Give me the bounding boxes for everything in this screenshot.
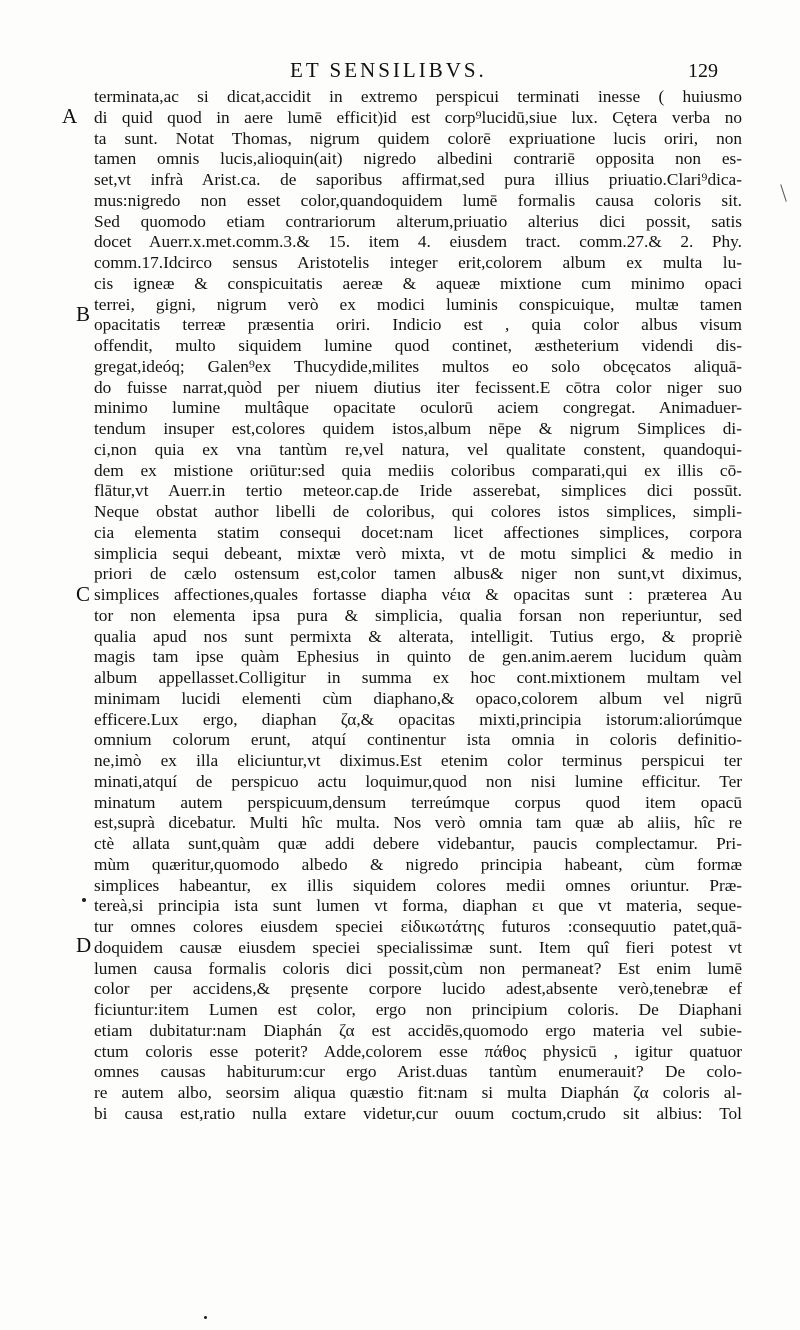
text-line: mus:nigredo non esset color,quandoquidem lumē formalis causa coloris sit. [94, 190, 742, 210]
text-line: tur omnes colores eiusdem speciei εἰδικωτάτης futuros :consequutio patet,quā- [94, 917, 742, 936]
text-line: ta sunt. Notat Thomas, nigrum quidem colorē expriuatione lucis oriri, non [94, 128, 742, 148]
text-line: album appellasset.Colligitur in summa ex hoc cont.mixtionem multam vel [94, 668, 742, 687]
text-line: simplicia sequi debeant, mixtæ verò mixta, vt de motu simplici & medio in [94, 543, 742, 563]
text-line: minatum autem perspicuum,densum terreúmque corpus quod item opacū [94, 792, 742, 812]
text-line: est,suprà dicebatur. Multi hîc multa. Nos verò omnia tam quæ ab aliis, hîc re [94, 813, 742, 833]
text-line: doquidem causæ eiusdem speciei specialissimæ sunt. Item quî fieri potest vt [94, 937, 742, 957]
text-line: efficere.Lux ergo, diaphan ζα,& opacitas mixti,principia istorum:aliorúmque [94, 709, 742, 729]
text-line: qualia apud nos sunt permixta & alterata, intelligit. Tutius ergo, & propriè [94, 626, 742, 646]
text-line: Neque obstat author libelli de coloribus, qui colores istos simplices, simpli- [94, 502, 742, 521]
text-line: ne,imò ex illa eliciuntur,vt diximus.Est etenim color terminus perspicui ter [94, 751, 742, 770]
text-line: minimam lucidi elementi cùm diaphano,& opaco,colorem album vel nigrū [94, 688, 742, 708]
text-line: omnes causas habiturum:cur ergo Arist.duas tantùm enumerauit? De colo- [94, 1062, 742, 1082]
text-line: cis igneæ & conspicuitatis aereæ & aqueæ mixtione cum minimo opaci [94, 273, 742, 293]
body-text [94, 87, 742, 1125]
text-line: ci,non quia ex vna tantùm re,vel natura, vel qualitate constent, quandoqui- [94, 439, 742, 459]
text-line: Sed quomodo etiam contrariorum alterum,priuatio alterius dici possit, satis [94, 211, 742, 231]
paper-mark [780, 184, 787, 201]
text-line: comm.17.Idcirco sensus Aristotelis integer erit,colorem album ex multa lu- [94, 253, 742, 272]
text-line: lumen causa formalis coloris dici possit,cùm non permaneat? Est enim lumē [94, 958, 742, 978]
margin-letter-d: D [76, 933, 92, 957]
ink-speck [82, 898, 86, 902]
text-line: gregat,ideóq; Galen⁹ex Thucydide,milites multos eo solo obcęcatos aliquā- [94, 356, 742, 376]
page-number: 129 [688, 60, 718, 82]
text-line: etiam dubitatur:nam Diaphán ζα est accidēs,quomodo ergo materia vel subie- [94, 1020, 742, 1040]
text-line: ctum coloris esse poterit? Adde,colorem esse πάθος physicū , igitur quatuor [94, 1041, 742, 1061]
text-line: set,vt infrà Arist.ca. de saporibus affirmat,sed pura illius priuatio.Clari⁹dica- [94, 170, 742, 189]
text-line: minimo lumine multâque opacitate oculorū aciem congregat. Animaduer- [94, 398, 742, 418]
text-line: terminata,ac si dicat,accidit in extremo perspicui terminati inesse ( huiusmo [94, 87, 742, 106]
text-line: magis tam ipse quàm Ephesius in quinto de gen.anim.aerem lucidum quàm [94, 647, 742, 667]
text-line: offendit, multo siquidem lumine quod continet, æstheterium videndi dis- [94, 336, 742, 355]
margin-letter-a: A [62, 104, 78, 128]
text-line: dem ex mistione oriūtur:sed quia mediis coloribus comparati,qui ex illis cō- [94, 460, 742, 480]
running-title: ET SENSILIBVS. [290, 58, 487, 82]
text-line: tamen omnis lucis,alioquin(ait) nigredo albedini contrariē opposita non es- [94, 149, 742, 169]
text-line: do fuisse narrat,quòd per niuem diutius iter fecissent.E cōtra color niger suo [94, 377, 742, 397]
text-line: omnium colorum erunt, atquí continentur ista omnia in coloris definitio- [94, 730, 742, 750]
margin-letter-b: B [76, 302, 91, 326]
text-line: ficiuntur:item Lumen est color, ergo non principium coloris. De Diaphani [94, 1000, 742, 1019]
text-line: minati,atquí de perspicuo actu loquimur,quod non nisi lumine efficitur. Ter [94, 771, 742, 791]
text-line: priori de cælo ostensum est,color tamen albus& niger non sunt,vt diximus, [94, 564, 742, 584]
text-line: terrei, gigni, nigrum verò ex modici luminis conspicuique, multæ tamen [94, 294, 742, 314]
text-line: simplices habeantur, ex illis siquidem colores medii omnes oriuntur. Præ- [94, 875, 742, 895]
text-line: tendum insuper est,colores quidem istos,album nēpe & nigrum Simplices di- [94, 419, 742, 438]
text-line: tor non elementa ipsa pura & simplicia, qualia forsan non reperiuntur, sed [94, 605, 742, 625]
text-line: flātur,vt Auerr.in tertio meteor.cap.de Iride asserebat, simplices dici possūt. [94, 481, 742, 501]
text-line: bi causa est,ratio nulla extare videtur,cur ouum coctum,crudo sit albius: Tol [94, 1103, 742, 1123]
text-line: re autem albo, seorsim aliqua quæstio fit:nam si multa Diaphán ζα coloris al- [94, 1083, 742, 1102]
text-line: cia elementa statim consequi docet:nam licet affectiones simplices, corpora [94, 522, 742, 542]
margin-letter-c: C [76, 582, 91, 606]
text-line: di quid quod in aere lumē efficit)id est corp⁹lucidū,siue lux. Cętera verba no [94, 107, 742, 127]
text-line: tereà,si principia ista sunt lumen vt forma, diaphan ει que vt materia, seque- [94, 896, 742, 916]
text-line: simplices affectiones,quales fortasse diapha νέια & opacitas sunt : præterea Au [94, 585, 742, 604]
text-line: color per accidens,& pręsente corpore lucido adest,absente verò,tenebræ ef [94, 979, 742, 999]
ink-speck [204, 1316, 207, 1319]
text-line: ctè allata sunt,quàm quæ addi debere videbantur, paucis complectamur. Pri- [94, 834, 742, 853]
text-line: docet Auerr.x.met.comm.3.& 15. item 4. eiusdem tract. comm.27.& 2. Phy. [94, 232, 742, 252]
text-line: mùm quæritur,quomodo albedo & nigredo principia habeant, cùm formæ [94, 854, 742, 874]
text-line: opacitatis terreæ præsentia oriri. Indicio est , quia color albus visum [94, 315, 742, 335]
